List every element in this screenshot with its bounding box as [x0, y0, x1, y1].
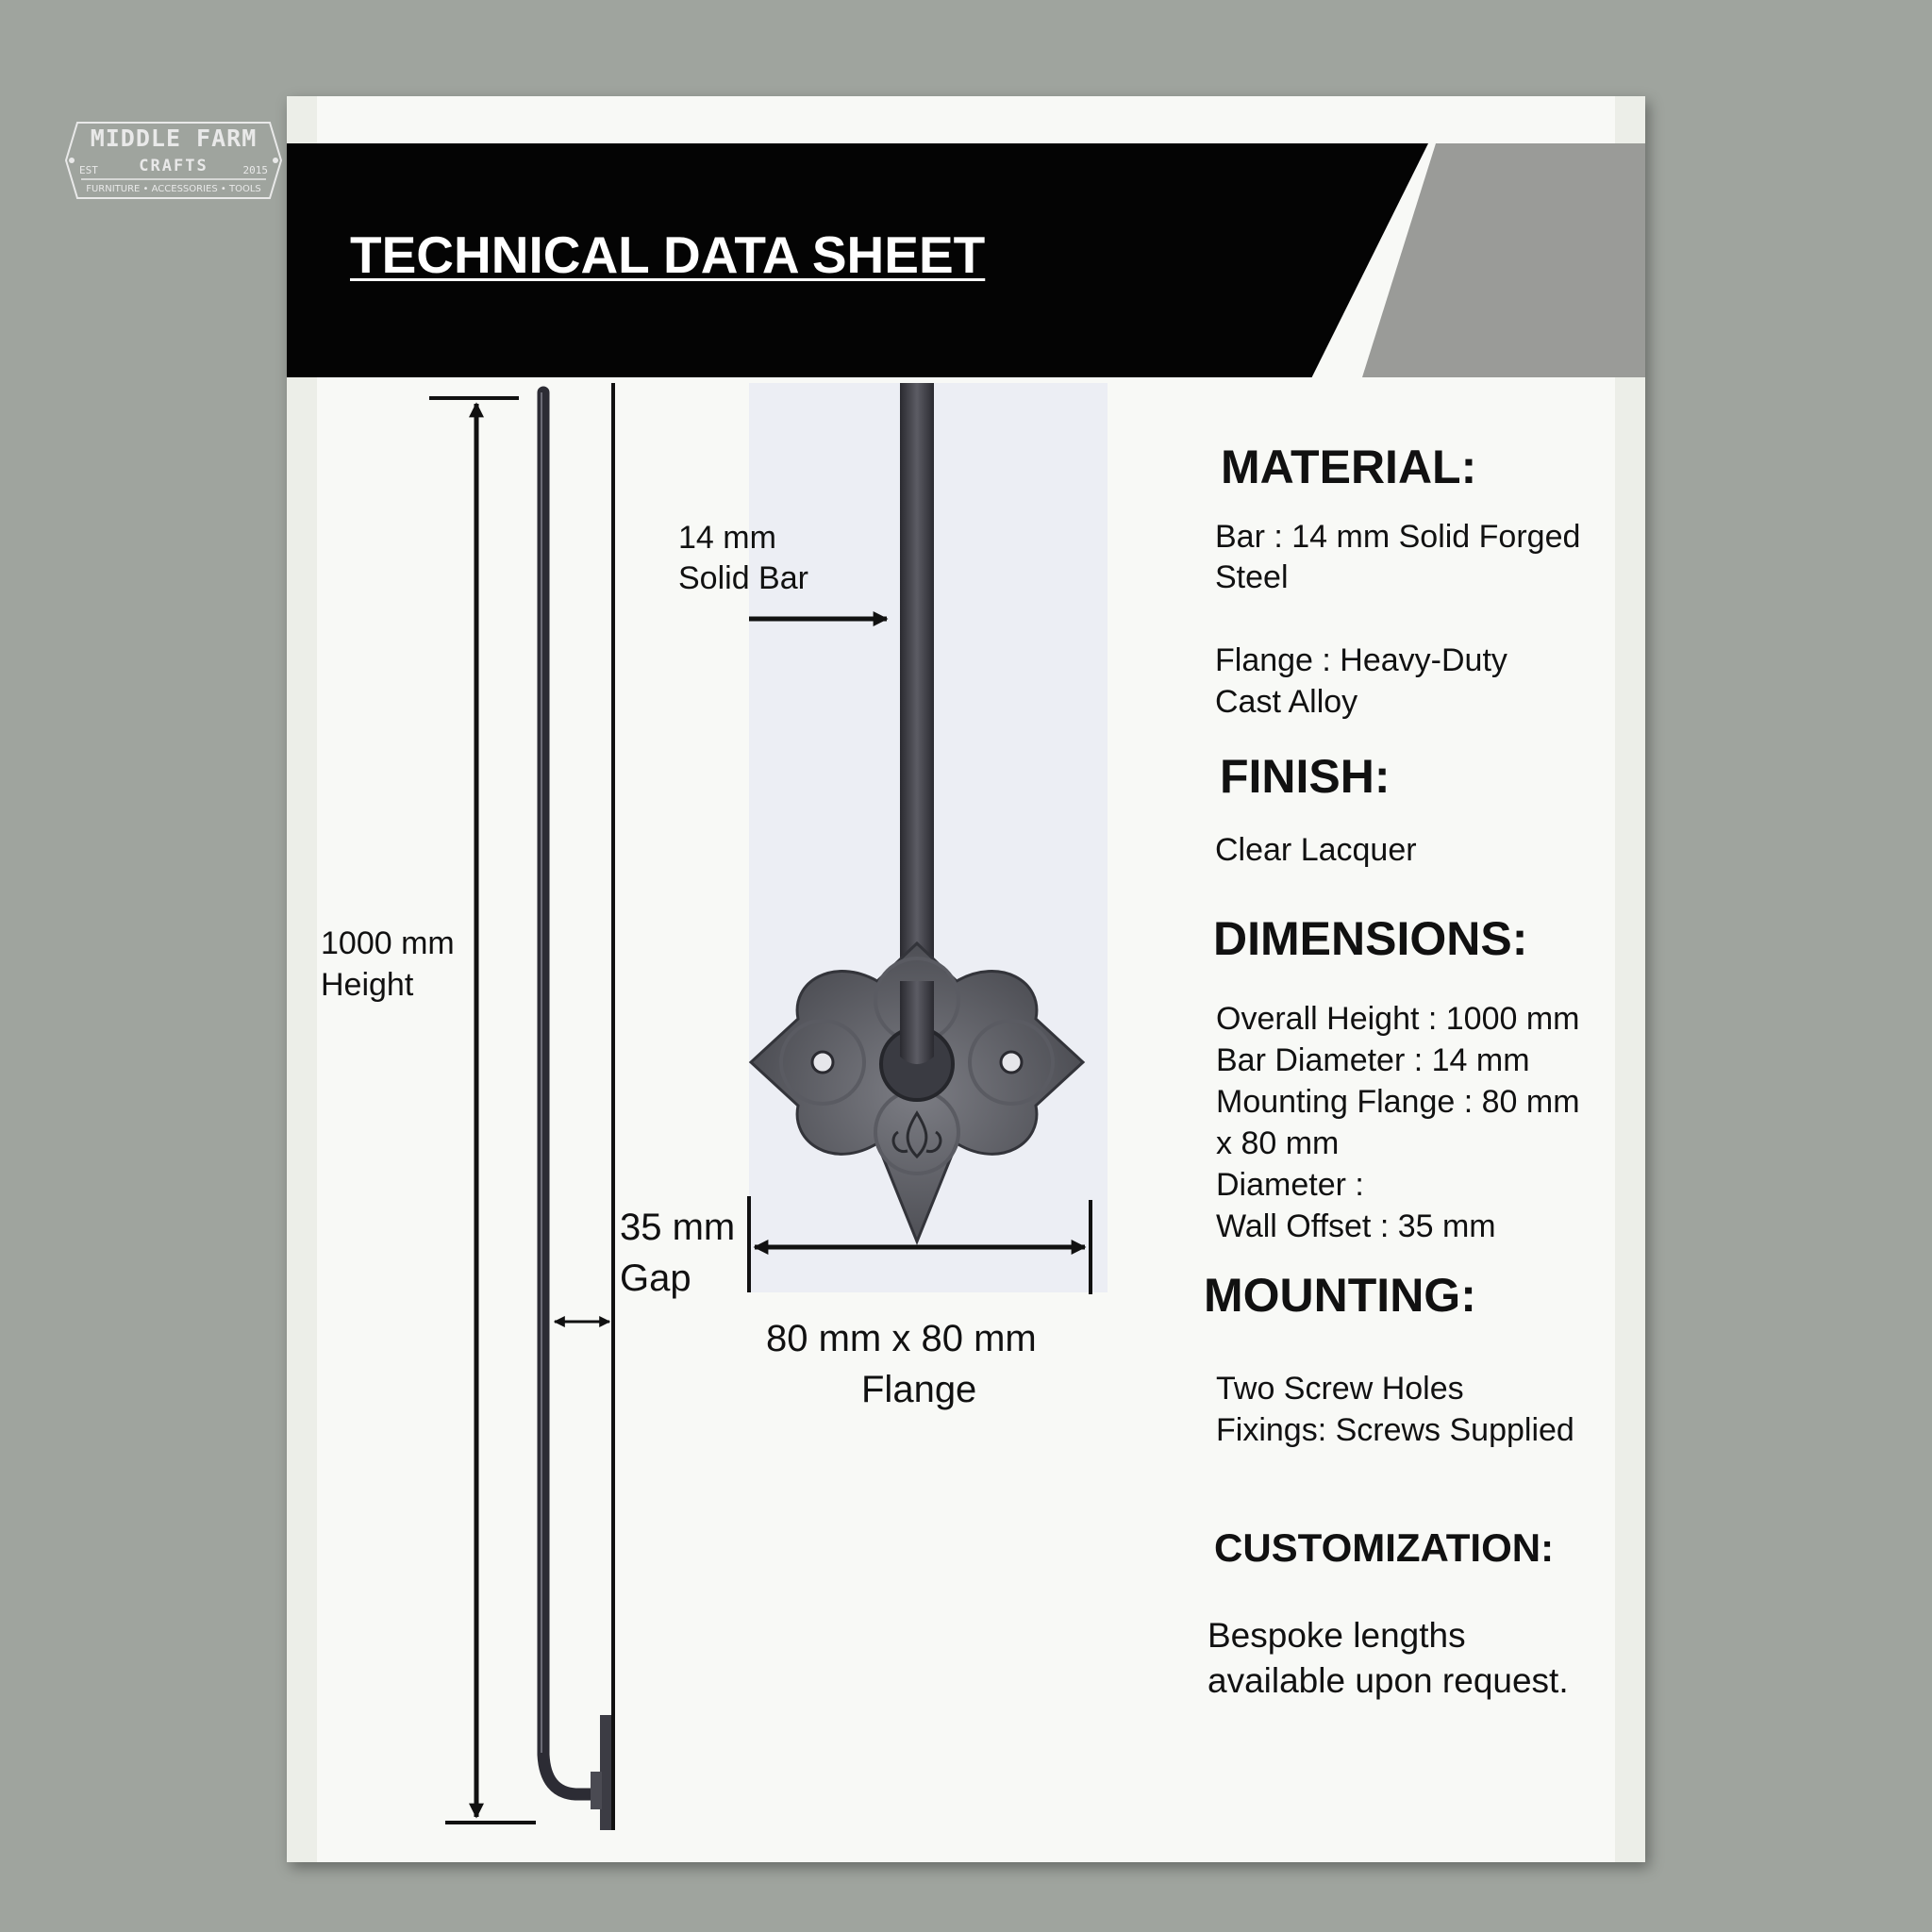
dimensions-heading: DIMENSIONS:: [1213, 912, 1528, 965]
customization-heading: CUSTOMIZATION:: [1214, 1525, 1555, 1570]
dimension-line: x 80 mm: [1216, 1125, 1340, 1161]
finish-value: Clear Lacquer: [1215, 832, 1417, 868]
flange-word-label: Flange: [861, 1369, 977, 1410]
bar-side-view: [541, 392, 613, 1830]
height-value-label: 1000 mm: [321, 925, 455, 961]
logo-est: EST: [79, 164, 98, 176]
height-word-label: Height: [321, 967, 414, 1003]
dimension-line: Overall Height : 1000 mm: [1216, 1001, 1580, 1037]
dimension-line: Diameter :: [1216, 1167, 1364, 1203]
customization-line2: available upon request.: [1208, 1661, 1569, 1700]
mounting-heading: MOUNTING:: [1204, 1269, 1476, 1322]
mounting-line2: Fixings: Screws Supplied: [1216, 1412, 1574, 1448]
material-flange-line1: Flange : Heavy-Duty: [1215, 642, 1507, 678]
gap-word-label: Gap: [620, 1257, 691, 1299]
bar-value-label: 14 mm: [678, 520, 776, 556]
logo-line1: MIDDLE FARM: [90, 125, 258, 152]
gap-value-label: 35 mm: [620, 1207, 736, 1248]
dimension-line: Mounting Flange : 80 mm: [1216, 1084, 1580, 1120]
material-bar-line1: Bar : 14 mm Solid Forged: [1215, 519, 1581, 555]
page-title: TECHNICAL DATA SHEET: [350, 225, 986, 284]
logo-line2: CRAFTS: [139, 157, 208, 175]
material-bar-line2: Steel: [1215, 559, 1289, 595]
finish-heading: FINISH:: [1220, 750, 1391, 803]
flange-front-view: [751, 383, 1083, 1241]
customization-line1: Bespoke lengths: [1208, 1616, 1466, 1655]
material-flange-line2: Cast Alloy: [1215, 684, 1358, 720]
mounting-line1: Two Screw Holes: [1216, 1371, 1464, 1407]
logo-tagline: FURNITURE • ACCESSORIES • TOOLS: [86, 184, 261, 194]
dimension-line: Bar Diameter : 14 mm: [1216, 1042, 1530, 1078]
dimension-line: Wall Offset : 35 mm: [1216, 1208, 1496, 1244]
bar-word-label: Solid Bar: [678, 560, 808, 596]
material-heading: MATERIAL:: [1221, 441, 1477, 493]
flange-value-label: 80 mm x 80 mm: [766, 1318, 1037, 1359]
logo-year: 2015: [242, 164, 268, 176]
height-dimension: [429, 398, 536, 1823]
